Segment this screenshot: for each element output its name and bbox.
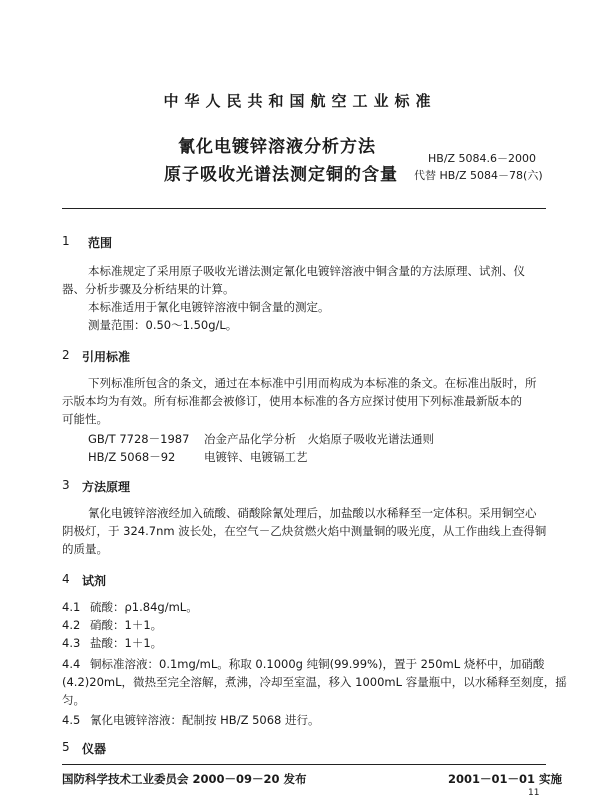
clause-text: 氰化电镀锌溶液：配制按 HB/Z 5068 进行。	[90, 713, 320, 727]
clause-text: 盐酸：1＋1。	[90, 636, 163, 650]
document-title-line2: 原子吸收光谱法测定铜的含量	[164, 165, 398, 185]
clause-text: 硫酸：ρ1.84g/mL。	[90, 600, 198, 614]
clause-continuation: 匀。	[62, 693, 85, 707]
paragraph-line: 下列标准所包含的条文，通过在本标准中引用而构成为本标准的条文。在标准出版时，所	[88, 376, 537, 390]
reference-code: HB/Z 5068－92	[88, 450, 176, 464]
clause-text: 硝酸：1＋1。	[90, 618, 163, 632]
section-number: 2	[62, 348, 70, 362]
section-heading-apparatus: 仪器	[82, 742, 107, 756]
reference-title: 冶金产品化学分析 火焰原子吸收光谱法通则	[204, 432, 434, 446]
paragraph-line: 本标准规定了采用原子吸收光谱法测定氰化电镀锌溶液中铜含量的方法原理、试剂、仪	[88, 264, 525, 278]
page-number: 11	[528, 788, 540, 798]
section-number: 5	[62, 740, 70, 754]
clause-text: 铜标准溶液：0.1mg/mL。称取 0.1000g 纯铜(99.99%)，置于 250mL 烧杯中，加硝酸	[90, 657, 545, 671]
paragraph-line: 可能性。	[62, 412, 108, 426]
paragraph-line: 器、分析步骤及分析结果的计算。	[62, 282, 235, 296]
paragraph-line: 示版本均为有效。所有标准都会被修订，使用本标准的各方应探讨使用下列标准最新版本的	[62, 394, 522, 408]
issue-date: 国防科学技术工业委员会 2000－09－20 发布	[62, 772, 307, 786]
standard-organization: 中华人民共和国航空工业标准	[163, 92, 437, 110]
clause-continuation: (4.2)20mL，微热至完全溶解，煮沸，冷却至室温，移入 1000mL 容量瓶中，以水稀释至刻度，摇	[62, 675, 567, 689]
clause-number: 4.4	[62, 657, 81, 671]
paragraph-line: 氰化电镀锌溶液经加入硫酸、硝酸除氰处理后，加盐酸以水稀释至一定体积。采用铜空心	[88, 506, 537, 520]
paragraph-line: 测量范围：0.50～1.50g/L。	[88, 318, 238, 332]
paragraph-line: 本标准适用于氰化电镀锌溶液中铜含量的测定。	[88, 300, 330, 314]
footer-rule	[62, 764, 546, 765]
clause-number: 4.2	[62, 618, 81, 632]
section-number: 1	[62, 234, 70, 248]
reference-title: 电镀锌、电镀镉工艺	[204, 450, 308, 464]
replaces-standard: 代替 HB/Z 5084－78(六)	[414, 169, 543, 182]
section-heading-reagents: 试剂	[82, 574, 107, 588]
section-heading-references: 引用标准	[82, 350, 131, 364]
section-heading-scope: 范围	[88, 236, 113, 250]
implementation-date: 2001－01－01 实施	[448, 772, 563, 786]
clause-number: 4.3	[62, 636, 81, 650]
paragraph-line: 阴极灯，于 324.7nm 波长处，在空气－乙炔贫燃火焰中测量铜的吸光度，从工作曲线上查得铜	[62, 524, 547, 538]
section-number: 3	[62, 478, 70, 492]
clause-number: 4.1	[62, 600, 81, 614]
header-rule	[62, 208, 546, 209]
paragraph-line: 的质量。	[62, 542, 108, 556]
reference-code: GB/T 7728－1987	[88, 432, 190, 446]
section-heading-principle: 方法原理	[82, 480, 131, 494]
clause-number: 4.5	[62, 713, 81, 727]
section-number: 4	[62, 572, 70, 586]
standard-code: HB/Z 5084.6－2000	[428, 152, 537, 165]
document-title-line1: 氰化电镀锌溶液分析方法	[178, 137, 376, 157]
